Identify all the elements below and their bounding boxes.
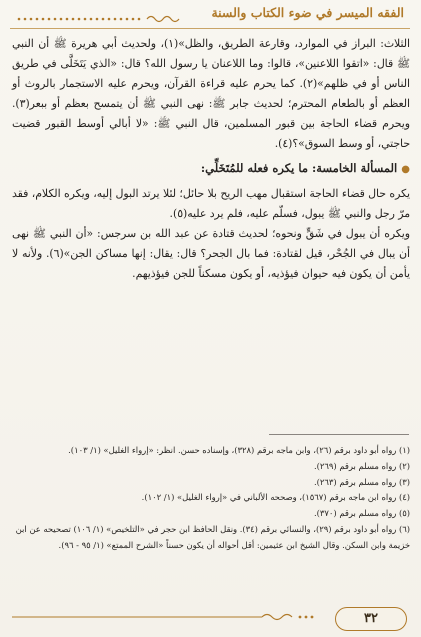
page-header [10,4,410,30]
section-heading [12,159,410,180]
main-text [12,34,410,284]
header-ornament-icon [14,14,184,24]
paragraph-2: يكره حال قضاء الحاجة استقبال مهب الريح بلا حائل؛ لئلا يرتد البول إليه، ويكره الكلام، فقد مرّ رجل والنبي ﷺ يبول، فسلّم عليه، فلم يرد عليه(٥). [12,187,410,221]
section-heading-text: المسألة الخامسة: ما يكره فعله للمُتَخَلِّي: [200,161,398,176]
footnote-1: (١) رواه أبو داود برقم (٢٦)، وابن ماجه برقم (٣٢٨)، وإسناده حسن. انظر: «إرواء الغليل» (١/ ١٠٣). [68,445,410,455]
footnote-5: (٥) رواه مسلم برقم (٣٧٠). [313,508,410,519]
footnote-2: (٢) رواه مسلم برقم (٢٦٩). [313,460,410,471]
paragraph-1: الثلاث: البراز في الموارد، وقارعة الطريق، والظل»(١)، ولحديث أبي هريرة ﷺ أن النبي ﷺ قال: «اتقوا اللاعنين»، قالوا: وما اللاعنان يا رسول الله؟ قال: «الذي يَتَخَلَّى في طريق الناس أو في ظلهم»(٢). كما يحرم عليه قراءة القرآن، ويحرم عليه الاستجمار بالروث أو العظم أو بالطعام المحترم؛ لحديث جابر ﷺ: نهى النبي ﷺ أن يتمسح بعظم أو ببعر(٣). ويحرم قضاء الحاجة بين قبور المسلمين، قال النبي ﷺ: «لا أبالي أوسط القبور قضيت حاجتي، أو وسط السوق»؟(٤). [12,37,410,150]
footnote-3: (٣) رواه مسلم برقم (٢٦٣). [313,476,410,487]
footer-ornament-icon [12,611,317,623]
footnote-6: (٦) رواه أبو داود برقم (٢٩)، والنسائي برقم (٣٤). ونقل الحافظ ابن حجر في «التلخيص» (١/ ١٠٦) تصحيحه عن ابن خزيمة وابن السكن. وقال الشيخ ابن عثيمين: أقل أحواله أن يكون حسناً «الشرح الممتع» (١/ ٩٥ - ٩٦). [15,523,410,550]
header-divider [10,28,410,29]
page-number: ٣٢ [335,607,407,631]
footnote-4: (٤) رواه ابن ماجه برقم (١٥٦٧)، وصححه الألباني في «إرواء الغليل» (١/ ١٠٢). [141,492,410,503]
paragraph-3: ويكره أن يبول في شَقٍّ ونحوه؛ لحديث قتادة عن عبد الله بن سرجس: «أن النبي ﷺ نهى أن يبال في الجُحْر، قيل لقتادة: فما بال الجحر؟ قال: يقال: إنها مساكن الجن»(٦). ولأنه لا يأمن أن يكون فيه حيوان فيؤذيه، أو يكون مسكناً للجن فيؤذيهم. [12,227,410,280]
running-title: الفقه الميسر في ضوء الكتاب والسنة [211,5,404,20]
footnote-divider [269,434,409,435]
bullet-icon: ● [401,164,410,176]
footnotes [12,443,410,554]
